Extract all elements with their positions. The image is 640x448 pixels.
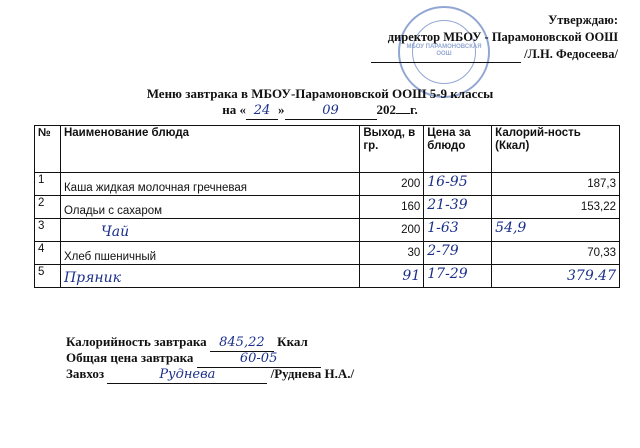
footer-calories-value: 845,22 xyxy=(210,335,274,352)
dish-weight: 30 xyxy=(360,242,424,265)
date-day: 24 xyxy=(246,103,278,120)
header-weight: Выход, в гр. xyxy=(360,126,424,173)
table-row xyxy=(35,196,620,219)
dish-price: 16-95 xyxy=(424,173,492,196)
dish-name: Хлеб пшеничный xyxy=(60,242,359,265)
footer-manager-name: /Руднева Н.А./ xyxy=(270,366,355,381)
dish-calories: 153,22 xyxy=(492,196,620,219)
header-num: № xyxy=(35,126,61,173)
footer-calories-unit: Ккал xyxy=(277,334,308,349)
row-num: 4 xyxy=(35,242,61,265)
dish-calories: 379.47 xyxy=(492,265,620,288)
stamp-text: МБОУ ПАРАМОНОВСКАЯ ООШ xyxy=(406,44,482,57)
footer-price-label: Общая цена завтрака xyxy=(66,350,194,365)
dish-price: 17-29 xyxy=(424,265,492,288)
dish-calories: 54,9 xyxy=(492,219,620,242)
footer-manager xyxy=(66,366,354,384)
menu-title-line: Меню завтрака в МБОУ-Парамоновской ООШ 5-9 классы xyxy=(146,86,494,101)
table-row xyxy=(35,173,620,196)
dish-name: Оладьи с сахаром xyxy=(60,196,359,219)
dish-weight: 91 xyxy=(360,265,424,288)
footer-calories-label: Калорийность завтрака xyxy=(66,334,207,349)
table-header-row xyxy=(35,126,620,173)
dish-price: 1-63 xyxy=(424,219,492,242)
approval-signature-row xyxy=(371,46,618,63)
date-year-suffix: г. xyxy=(410,102,418,117)
dish-price: 21-39 xyxy=(424,196,492,219)
row-num: 2 xyxy=(35,196,61,219)
dish-calories: 70,33 xyxy=(492,242,620,265)
dish-weight: 160 xyxy=(360,196,424,219)
header-dish-name: Наименование блюда xyxy=(60,126,359,173)
date-prefix: на « xyxy=(222,102,247,117)
row-num: 5 xyxy=(35,265,61,288)
footer-manager-label: Завхоз xyxy=(66,366,105,381)
dish-name: Чай xyxy=(60,219,359,242)
date-mid: » xyxy=(278,102,285,117)
dish-calories: 187,3 xyxy=(492,173,620,196)
approval-heading: Утверждаю: xyxy=(548,13,618,27)
menu-title xyxy=(0,86,640,120)
dish-weight: 200 xyxy=(360,173,424,196)
footer-price-value: 60-05 xyxy=(197,351,321,368)
dish-price: 2-79 xyxy=(424,242,492,265)
table-row xyxy=(35,265,620,288)
date-year-prefix: 202 xyxy=(376,102,397,117)
manager-signature: Руднева xyxy=(107,367,267,384)
dish-weight: 200 xyxy=(360,219,424,242)
approval-name: /Л.Н. Федосеева/ xyxy=(524,47,618,61)
row-num: 1 xyxy=(35,173,61,196)
header-calories: Калорий-ность (Ккал) xyxy=(492,126,620,173)
approval-position: директор МБОУ - Парамоновской ООШ xyxy=(387,30,618,44)
header-price: Цена за блюдо xyxy=(424,126,492,173)
table-row xyxy=(35,242,620,265)
date-year-blank xyxy=(396,113,410,114)
dish-name: Каша жидкая молочная гречневая xyxy=(60,173,359,196)
date-month: 09 xyxy=(285,103,377,120)
signature-line xyxy=(371,49,521,63)
table-row xyxy=(35,219,620,242)
approval-block xyxy=(371,12,618,63)
menu-table xyxy=(34,125,620,288)
row-num: 3 xyxy=(35,219,61,242)
menu-date-line xyxy=(0,102,640,120)
dish-name: Пряник xyxy=(60,265,359,288)
